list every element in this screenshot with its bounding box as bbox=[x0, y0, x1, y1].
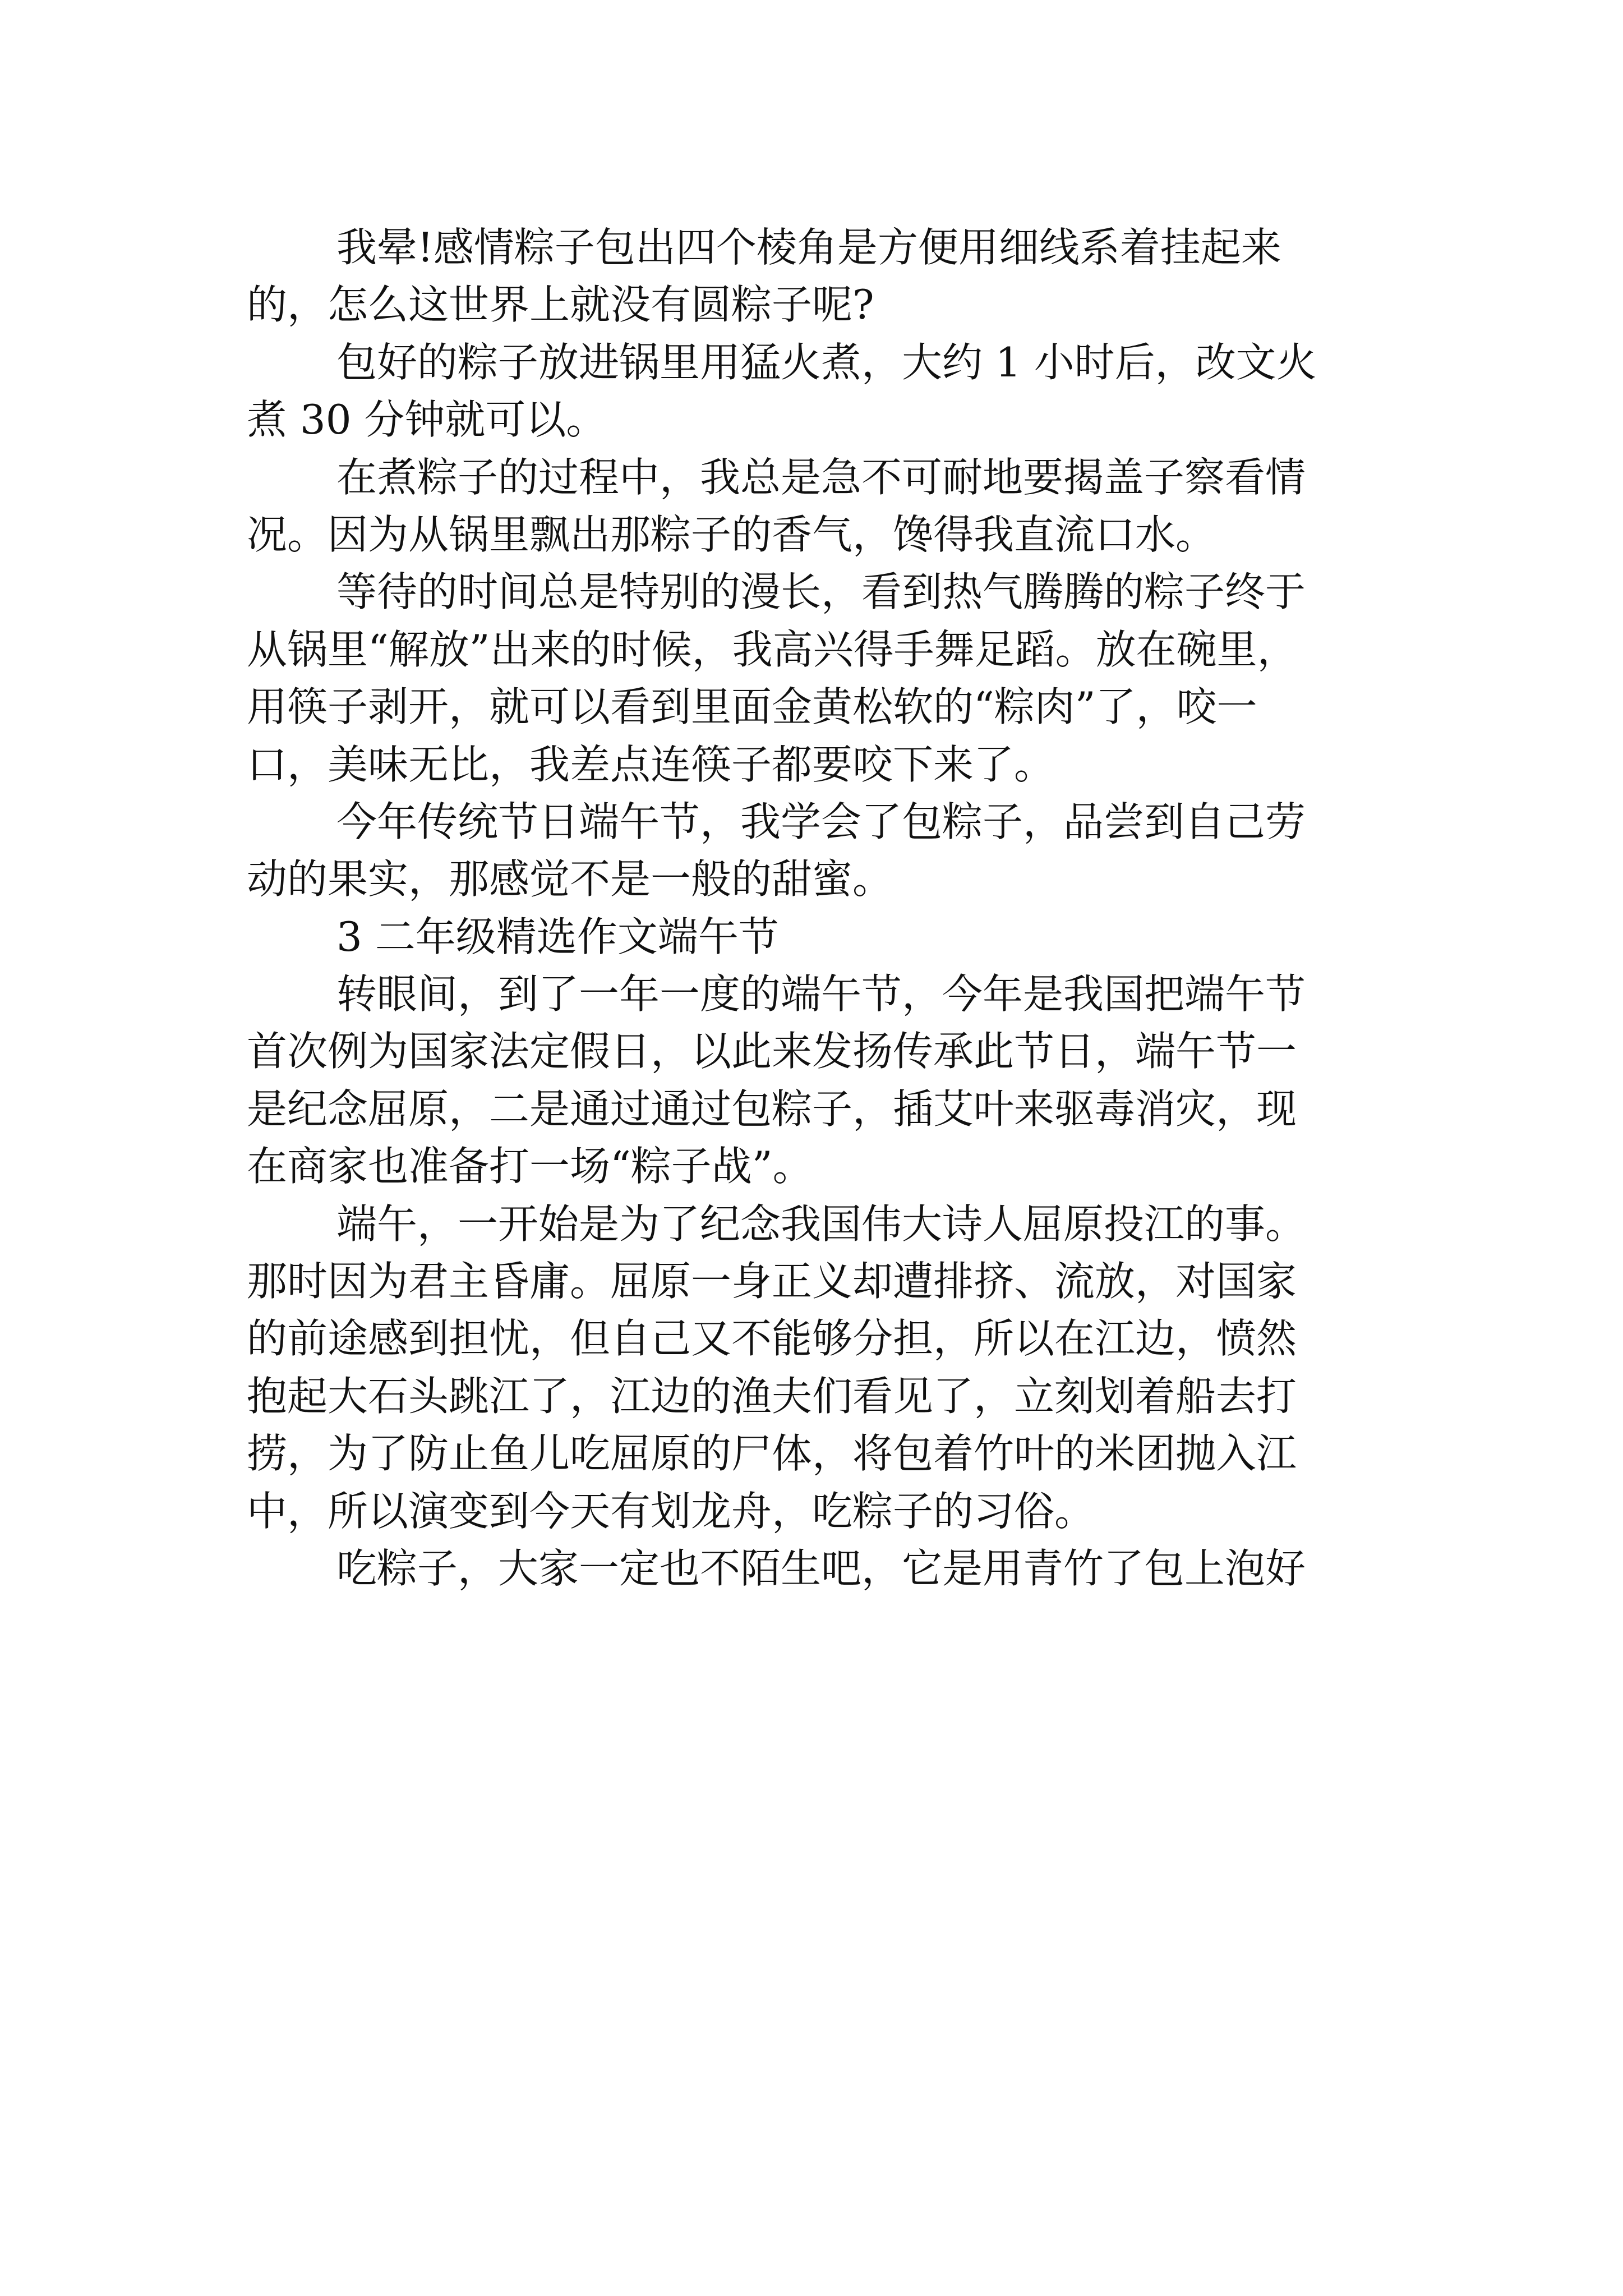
text-line: 端午，一开始是为了纪念我国伟大诗人屈原投江的事。 bbox=[336, 1200, 1306, 1248]
text-line: 煮 30 分钟就可以。 bbox=[247, 396, 607, 444]
text-line: 包好的粽子放进锅里用猛火煮，大约 1 小时后，改文火 bbox=[336, 338, 1317, 386]
text-line: 况。因为从锅里飘出那粽子的香气，馋得我直流口水。 bbox=[247, 510, 1216, 558]
body-text bbox=[247, 219, 1391, 1597]
text-line: 从锅里“解放”出来的时候，我高兴得手舞足蹈。放在碗里， bbox=[247, 625, 1298, 673]
text-line: 的，怎么这世界上就没有圆粽子呢? bbox=[247, 281, 874, 329]
text-line: 用筷子剥开，就可以看到里面金黄松软的“粽肉”了，咬一 bbox=[247, 683, 1257, 731]
text-line: 3 二年级精选作文端午节 bbox=[336, 913, 779, 960]
text-line: 那时因为君主昏庸。屈原一身正义却遭排挤、流放，对国家 bbox=[247, 1258, 1297, 1305]
text-line: 动的果实，那感觉不是一般的甜蜜。 bbox=[247, 855, 893, 903]
text-line: 中，所以演变到今天有划龙舟，吃粽子的习俗。 bbox=[247, 1487, 1095, 1535]
text-line: 今年传统节日端午节，我学会了包粽子，品尝到自己劳 bbox=[336, 798, 1306, 845]
text-line: 首次例为国家法定假日，以此来发扬传承此节日，端午节一 bbox=[247, 1028, 1297, 1075]
text-line: 吃粽子，大家一定也不陌生吧，它是用青竹了包上泡好 bbox=[336, 1544, 1306, 1592]
text-line: 是纪念屈原，二是通过通过包粽子，插艾叶来驱毒消灾，现 bbox=[247, 1085, 1297, 1133]
text-line: 等待的时间总是特别的漫长，看到热气腾腾的粽子终于 bbox=[336, 568, 1306, 616]
text-line: 的前途感到担忧，但自己又不能够分担，所以在江边，愤然 bbox=[247, 1315, 1297, 1363]
text-line: 转眼间，到了一年一度的端午节，今年是我国把端午节 bbox=[336, 970, 1306, 1018]
text-line: 在煮粽子的过程中，我总是急不可耐地要揭盖子察看情 bbox=[336, 453, 1306, 501]
text-line: 在商家也准备打一场“粽子战”。 bbox=[247, 1143, 813, 1190]
text-line: 口，美味无比，我差点连筷子都要咬下来了。 bbox=[247, 740, 1055, 788]
text-line: 抱起大石头跳江了，江边的渔夫们看见了，立刻划着船去打 bbox=[247, 1372, 1297, 1420]
text-line: 捞，为了防止鱼儿吃屈原的尸体，将包着竹叶的米团抛入江 bbox=[247, 1430, 1297, 1478]
text-line: 我晕!感情粽子包出四个棱角是方便用细线系着挂起来 bbox=[336, 224, 1281, 271]
